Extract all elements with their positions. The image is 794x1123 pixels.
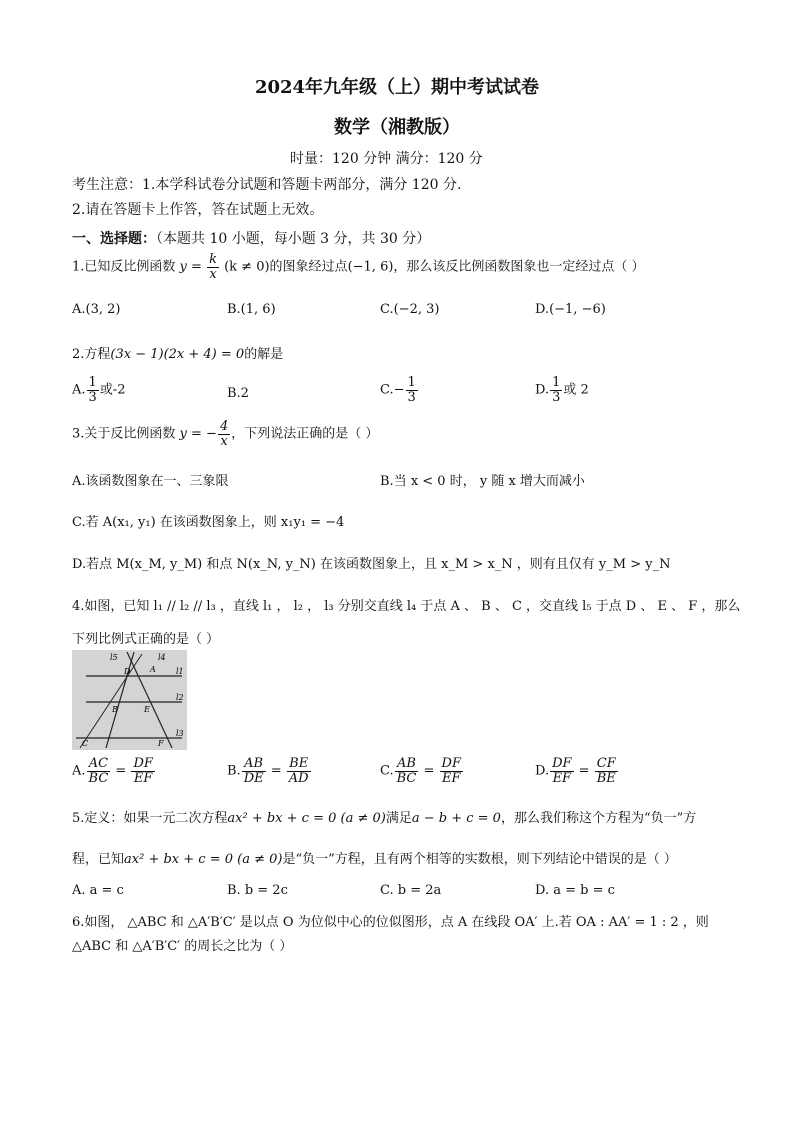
q4-opt-b-n1: AB: [242, 757, 266, 772]
label-l1: l1: [176, 667, 184, 676]
q4-opt-d-label: D.: [535, 763, 550, 779]
q4-opt-d-n1: DF: [552, 756, 572, 771]
q1-frac-num: k: [209, 252, 217, 267]
question-1-stem: [72, 253, 645, 281]
q3-option-a: A.该函数图象在一、三象限: [72, 474, 229, 489]
q1-fraction: [207, 253, 219, 281]
q2-option-c: [380, 376, 419, 404]
q5-stem-line-2: [72, 848, 677, 867]
q1-stem-a: 1.已知反比例函数: [72, 259, 176, 275]
section-desc: （本题共 10 小题，每小题 3 分，共 30 分）: [156, 231, 431, 247]
q5-eq2: ax² + bx + c = 0 (a ≠ 0): [124, 852, 283, 867]
q2-opt-d-num: 1: [552, 375, 561, 390]
label-l-top-1: l5: [110, 653, 118, 662]
q4-stem-line-1: 4.如图，已知 l₁ // l₂ // l₃ ，直线 l₁ ， l₂ ， l₃ 分别交直线 l₄ 于点 A 、 B 、 C ，交直线 l₅ 于点 D 、 E 、 F ，那么: [72, 599, 741, 614]
q2-opt-a-label: A.: [72, 382, 86, 398]
q5-line1-a: 5.定义：如果一元二次方程: [72, 811, 228, 826]
label-C: C: [82, 739, 89, 748]
q1-option-a: A.(3, 2): [72, 302, 121, 317]
q4-opt-a-n2: DF: [133, 756, 153, 771]
q5-line2-b: 是“负一”方程，且有两个相等的实数根，则下列结论中错误的是（ ）: [282, 852, 677, 867]
q2-option-b: B.2: [227, 386, 249, 401]
q5-line1-b: 满足: [385, 811, 412, 826]
q1-option-c: C.(−2, 3): [380, 302, 440, 317]
q4-opt-a-n1: AC: [87, 757, 111, 772]
q4-opt-a-label: A.: [72, 763, 86, 779]
q2-opt-c-frac: [406, 376, 418, 404]
q4-opt-b-label: B.: [227, 763, 241, 779]
q5-line2-a: 程，已知: [72, 852, 125, 867]
q3-stem-a: 3.关于反比例函数: [72, 426, 176, 442]
parallel-lines-diagram: [72, 650, 187, 750]
q2-stem-a: 2.方程: [72, 347, 111, 362]
q4-opt-c-frac-2: [440, 757, 463, 785]
q5-option-d: D. a = b = c: [535, 883, 615, 898]
line-extra: [80, 654, 142, 748]
q4-opt-c-n1: AB: [395, 757, 419, 772]
question-2-stem: [72, 343, 283, 362]
q4-opt-a-frac-1: [87, 757, 111, 785]
q2-opt-d-frac: [550, 376, 562, 404]
q2-stem-b: 的解是: [244, 347, 284, 362]
q4-opt-d-frac-1: [550, 757, 573, 785]
notice-line-1: 考生注意：1.本学科试卷分试题和答题卡两部分，满分 120 分.: [72, 177, 462, 193]
label-l2: l2: [176, 693, 184, 702]
q2-option-d: [535, 376, 589, 404]
label-D: D: [124, 667, 131, 676]
q3-stem-b: ，下列说法正确的是（ ）: [231, 426, 379, 442]
label-l3: l3: [176, 729, 184, 738]
label-F: F: [158, 739, 164, 748]
q6-stem-line-2: △ABC 和 △A′B′C′ 的周长之比为（ ）: [72, 939, 293, 954]
q2-equation: (3x − 1)(2x + 4) = 0: [110, 347, 245, 362]
q4-option-c: C. $\frac{AB}{BC}$ = $\frac{DF}{EF}$: [380, 756, 461, 786]
label-A: A: [150, 665, 156, 674]
label-B: B: [112, 705, 118, 714]
q1-stem-b: 的图象经过点: [269, 259, 348, 275]
q2-opt-a-num: 1: [88, 375, 97, 390]
q5-option-c: C. b = 2a: [380, 883, 442, 898]
q3-option-d: D.若点 M(x_M, y_M) 和点 N(x_N, y_N) 在该函数图象上，且 x_M > x_N ，则有且仅有 y_M > y_N: [72, 557, 671, 572]
page-subtitle: 数学（湘教版）: [334, 117, 460, 138]
q1-option-d: D.(−1, −6): [535, 302, 606, 317]
q4-opt-d-d2: BE: [596, 770, 616, 786]
q2-opt-c-num: 1: [407, 375, 416, 390]
q2-opt-c-label: C.−: [380, 382, 405, 398]
notice-line-2: 2.请在答题卡上作答，答在试题上无效。: [72, 202, 324, 218]
q2-opt-a-frac: [87, 376, 99, 404]
q5-stem-line-1: [72, 807, 696, 826]
q4-opt-a-d2: EF: [133, 770, 153, 786]
q1-option-b: B.(1, 6): [227, 302, 276, 317]
q5-condition: a − b + c = 0: [411, 811, 501, 826]
page-title: 2024年九年级（上）期中考试试卷: [254, 77, 540, 98]
q2-opt-d-label: D.: [535, 382, 550, 398]
q4-option-a: A. $\frac{AC}{BC}$ = $\frac{DF}{EF}$: [72, 756, 153, 786]
label-l4: l4: [158, 653, 166, 662]
q2-opt-d-den: 3: [552, 389, 561, 405]
q3-option-b: B.当 x < 0 时， y 随 x 增大而减小: [380, 474, 585, 489]
section-title: 一、选择题：: [72, 231, 156, 247]
q3-fraction: [218, 420, 230, 448]
q3-frac-den: x: [220, 433, 228, 449]
q2-option-a: [72, 376, 125, 404]
q5-option-b: B. b = 2c: [227, 883, 288, 898]
q4-opt-b-frac-2: [287, 757, 311, 785]
q1-condition: (k ≠ 0): [224, 259, 270, 275]
q2-opt-d-tail: 或 2: [563, 382, 589, 398]
q2-opt-a-den: 3: [88, 389, 97, 405]
q3-option-c: C.若 A(x₁, y₁) 在该函数图象上，则 x₁y₁ = −4: [72, 515, 345, 530]
q6-stem-line-1: 6.如图， △ABC 和 △A′B′C′ 是以点 O 为位似中心的位似图形，点 A 在线段 OA′ 上.若 OA : AA′ = 1 : 2 ，则: [72, 915, 709, 930]
q3-frac-num: 4: [219, 419, 229, 434]
q4-opt-b-frac-1: [242, 757, 266, 785]
q4-option-b: B. $\frac{AB}{DE}$ = $\frac{BE}{AD}$: [227, 756, 309, 786]
section-heading: [72, 228, 430, 248]
q4-opt-a-frac-2: [131, 757, 154, 785]
label-E: E: [144, 705, 150, 714]
q4-opt-b-n2: BE: [287, 757, 311, 772]
q5-line1-c: ，那么我们称这个方程为“负一”方: [500, 811, 697, 826]
q4-opt-b-d1: DE: [243, 770, 264, 786]
q1-point: (−1, 6): [347, 259, 394, 275]
q4-option-d: D. $\frac{DF}{EF}$ = $\frac{CF}{BE}$: [535, 756, 616, 786]
q4-stem-line-2: 下列比例式正确的是（ ）: [72, 632, 220, 647]
q5-option-a: A. a = c: [72, 883, 124, 898]
q4-opt-a-d1: BC: [88, 770, 109, 786]
exam-meta: 时量：120 分钟 满分：120 分: [290, 151, 483, 167]
q4-opt-b-d2: AD: [288, 770, 309, 786]
q4-opt-c-frac-1: [395, 757, 419, 785]
q2-opt-a-tail: 或-2: [99, 382, 126, 398]
q4-opt-d-frac-2: [595, 757, 618, 785]
q4-opt-c-label: C.: [380, 763, 394, 779]
q3-func-lhs: y = −: [179, 426, 217, 442]
q1-func-lhs: y =: [179, 259, 202, 275]
q4-opt-d-d1: EF: [552, 770, 572, 786]
q4-opt-c-n2: DF: [441, 756, 461, 771]
question-3-stem: [72, 420, 378, 448]
q4-opt-c-d1: BC: [396, 770, 417, 786]
q1-frac-den: x: [209, 266, 217, 282]
q4-figure: [72, 650, 187, 750]
q1-stem-c: ，那么该反比例函数图象也一定经过点（ ）: [393, 259, 645, 275]
q2-opt-c-den: 3: [407, 389, 416, 405]
q4-opt-d-n2: CF: [595, 757, 618, 772]
q4-opt-c-d2: EF: [442, 770, 461, 786]
q5-eq1: ax² + bx + c = 0 (a ≠ 0): [227, 811, 386, 826]
